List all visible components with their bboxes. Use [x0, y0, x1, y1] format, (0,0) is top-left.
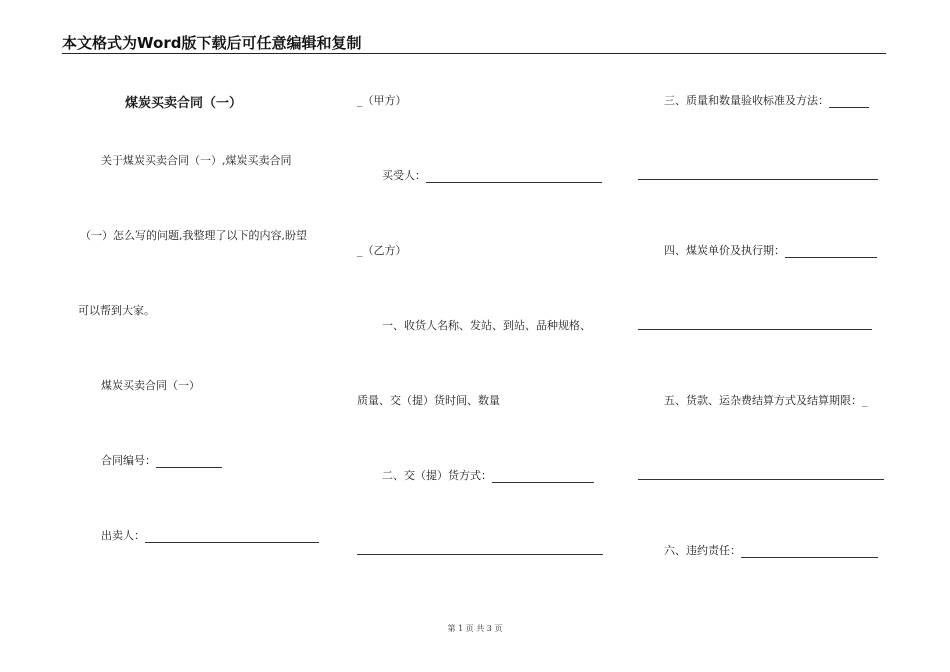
page-footer: 第 1 页 共 3 页 — [447, 624, 503, 633]
contract-number-blank[interactable] — [156, 456, 222, 468]
intro-line-2: （一）怎么写的问题,我整理了以下的内容,盼望 — [80, 229, 307, 242]
item-2-continuation-line[interactable] — [357, 554, 603, 555]
item-4-continuation-line[interactable] — [638, 329, 872, 330]
item-4-label: 四、煤炭单价及执行期： — [664, 244, 785, 257]
seller-label: 出卖人： — [101, 529, 145, 542]
item-4-blank[interactable] — [785, 246, 877, 258]
seller-field[interactable] — [101, 529, 319, 543]
item-5-continuation-line[interactable] — [638, 479, 884, 480]
item-3-continuation-line[interactable] — [638, 179, 878, 180]
item-3-label: 三、质量和数量验收标准及方法： — [664, 94, 829, 107]
party-a-label: _（甲方） — [357, 94, 407, 107]
document-title: 煤炭买卖合同（一） — [125, 96, 243, 111]
item-6-field[interactable] — [664, 544, 878, 558]
item-6-blank[interactable] — [741, 546, 878, 558]
buyer-label: 买受人： — [382, 169, 426, 182]
item-4-field[interactable] — [664, 244, 877, 258]
subtitle: 煤炭买卖合同（一） — [101, 379, 200, 392]
contract-number-field[interactable] — [101, 454, 222, 468]
item-2-field[interactable] — [382, 469, 594, 483]
buyer-field[interactable] — [382, 169, 602, 183]
header-title: 本文格式为Word版下载后可任意编辑和复制 — [62, 34, 362, 52]
party-b-label: _（乙方） — [357, 244, 407, 257]
item-1-line-b: 质量、交（提）货时间、数量 — [357, 394, 500, 407]
item-2-blank[interactable] — [492, 471, 594, 483]
item-1-line-a: 一、收货人名称、发站、到站、品种规格、 — [382, 319, 591, 332]
intro-line-1: 关于煤炭买卖合同（一）,煤炭买卖合同 — [101, 154, 292, 167]
intro-line-3: 可以帮到大家。 — [78, 304, 155, 317]
seller-blank[interactable] — [145, 531, 319, 543]
buyer-blank[interactable] — [426, 171, 602, 183]
contract-number-label: 合同编号： — [101, 454, 156, 467]
header-divider — [62, 53, 886, 54]
item-5-label: 五、货款、运杂费结算方式及结算期限：_ — [664, 394, 868, 407]
item-3-field[interactable] — [664, 94, 869, 108]
item-6-label: 六、违约责任： — [664, 544, 741, 557]
item-3-blank[interactable] — [829, 96, 869, 108]
item-2-label: 二、交（提）货方式： — [382, 469, 492, 482]
